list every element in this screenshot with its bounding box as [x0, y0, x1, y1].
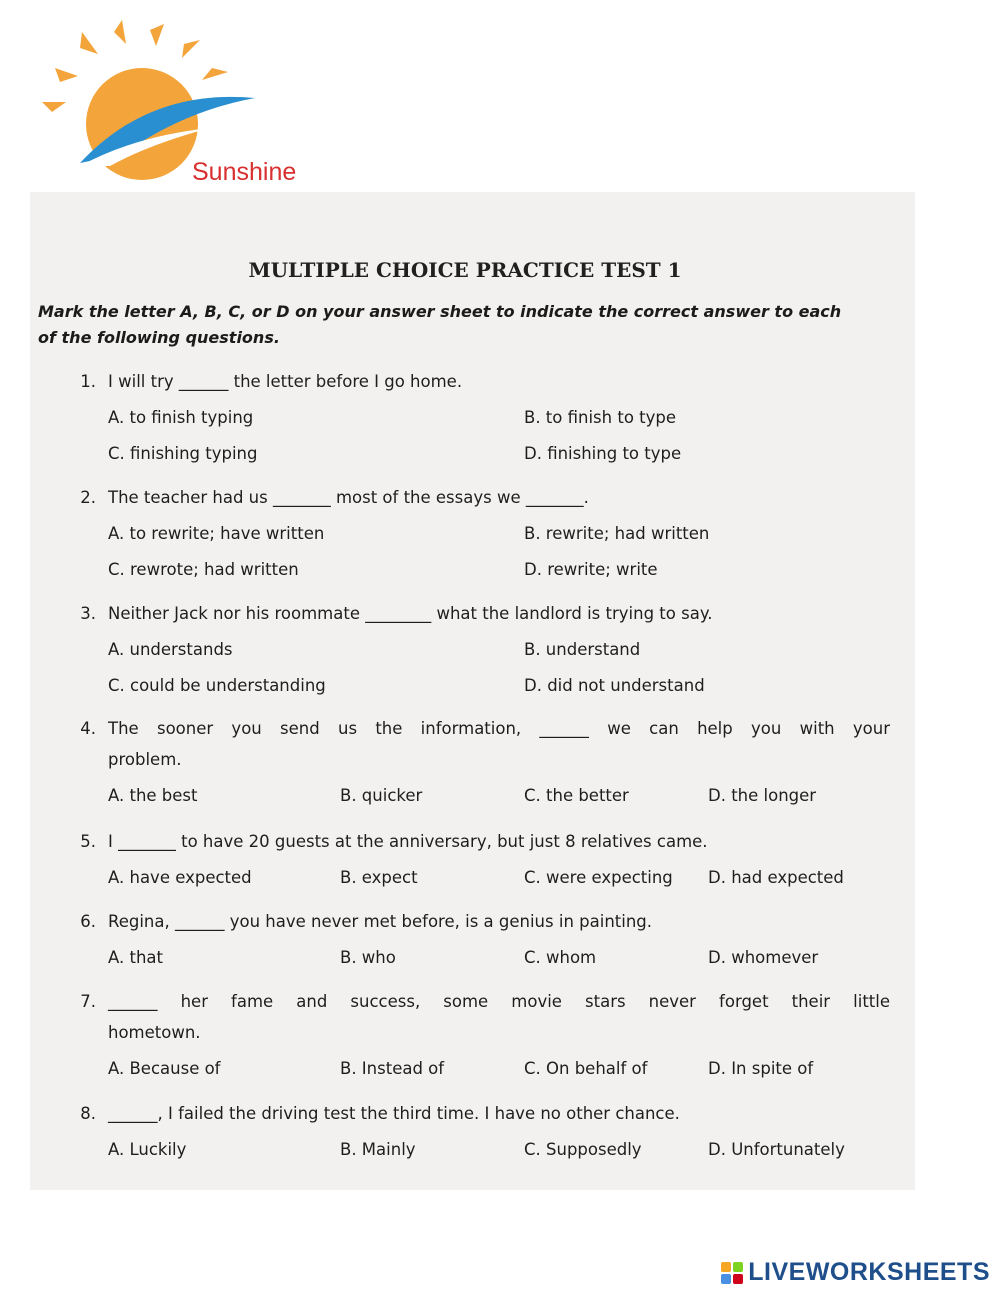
option-d[interactable]: D. rewrite; write: [524, 560, 658, 579]
instructions: [38, 299, 900, 351]
question-text-line-1[interactable]: ______ her fame and success, some movie stars never forget their little: [108, 992, 890, 1011]
question-text[interactable]: I _______ to have 20 guests at the anniversary, but just 8 relatives came.: [108, 832, 708, 851]
question-text[interactable]: Regina, ______ you have never met before, is a genius in painting.: [108, 912, 653, 931]
option-c[interactable]: C. On behalf of: [524, 1059, 648, 1078]
question-number: 8.: [80, 1104, 96, 1123]
option-d[interactable]: D. had expected: [708, 868, 844, 887]
option-c[interactable]: C. were expecting: [524, 868, 673, 887]
question-text[interactable]: Neither Jack nor his roommate ________ what the landlord is trying to say.: [108, 604, 713, 623]
option-c[interactable]: C. finishing typing: [108, 444, 258, 463]
question-number: 2.: [80, 488, 96, 507]
instruction-line-1: Mark the letter A, B, C, or D on your answer sheet to indicate the correct answer to each: [38, 302, 842, 321]
question-number: 5.: [80, 832, 96, 851]
question-text-line-1[interactable]: The sooner you send us the information, ______ we can help you with your: [108, 719, 890, 738]
question-text-line-2[interactable]: problem.: [108, 750, 182, 769]
option-d[interactable]: D. finishing to type: [524, 444, 682, 463]
option-d[interactable]: D. In spite of: [708, 1059, 814, 1078]
page-title: MULTIPLE CHOICE PRACTICE TEST 1: [248, 258, 682, 282]
question-number: 4.: [80, 719, 96, 738]
option-a[interactable]: A. Luckily: [108, 1140, 187, 1159]
option-a[interactable]: A. to rewrite; have written: [108, 524, 325, 543]
option-b[interactable]: B. Mainly: [340, 1140, 416, 1159]
question-number: 1.: [80, 372, 96, 391]
sunshine-logo: [40, 18, 297, 193]
option-c[interactable]: C. rewrote; had written: [108, 560, 299, 579]
option-d[interactable]: D. the longer: [708, 786, 817, 805]
liveworksheets-brand[interactable]: [721, 1258, 990, 1287]
option-c[interactable]: C. Supposedly: [524, 1140, 642, 1159]
question-number: 3.: [80, 604, 96, 623]
brand-text: LIVEWORKSHEETS: [748, 1258, 990, 1286]
option-a[interactable]: A. have expected: [108, 868, 252, 887]
option-a[interactable]: A. that: [108, 948, 163, 967]
option-c[interactable]: C. the better: [524, 786, 629, 805]
option-d[interactable]: D. Unfortunately: [708, 1140, 845, 1159]
liveworksheets-logo-icon: [721, 1262, 743, 1284]
option-b[interactable]: B. quicker: [340, 786, 423, 805]
option-b[interactable]: B. to finish to type: [524, 408, 677, 427]
option-a[interactable]: A. understands: [108, 640, 233, 659]
option-c[interactable]: C. could be understanding: [108, 676, 326, 695]
option-d[interactable]: D. whomever: [708, 948, 819, 967]
option-d[interactable]: D. did not understand: [524, 676, 705, 695]
question-text-line-2[interactable]: hometown.: [108, 1023, 201, 1042]
option-b[interactable]: B. rewrite; had written: [524, 524, 710, 543]
logo-text: Sunshine: [192, 158, 297, 186]
question-number: 7.: [80, 992, 96, 1011]
question-text[interactable]: ______, I failed the driving test the third time. I have no other chance.: [108, 1104, 680, 1123]
option-a[interactable]: A. Because of: [108, 1059, 221, 1078]
option-c[interactable]: C. whom: [524, 948, 597, 967]
option-b[interactable]: B. Instead of: [340, 1059, 445, 1078]
option-b[interactable]: B. who: [340, 948, 396, 967]
option-b[interactable]: B. expect: [340, 868, 418, 887]
question-text[interactable]: I will try ______ the letter before I go home.: [108, 372, 463, 391]
option-a[interactable]: A. to finish typing: [108, 408, 254, 427]
option-a[interactable]: A. the best: [108, 786, 198, 805]
option-b[interactable]: B. understand: [524, 640, 641, 659]
instruction-line-2: of the following questions.: [38, 328, 280, 347]
question-number: 6.: [80, 912, 96, 931]
question-text[interactable]: The teacher had us _______ most of the essays we _______.: [108, 488, 589, 507]
